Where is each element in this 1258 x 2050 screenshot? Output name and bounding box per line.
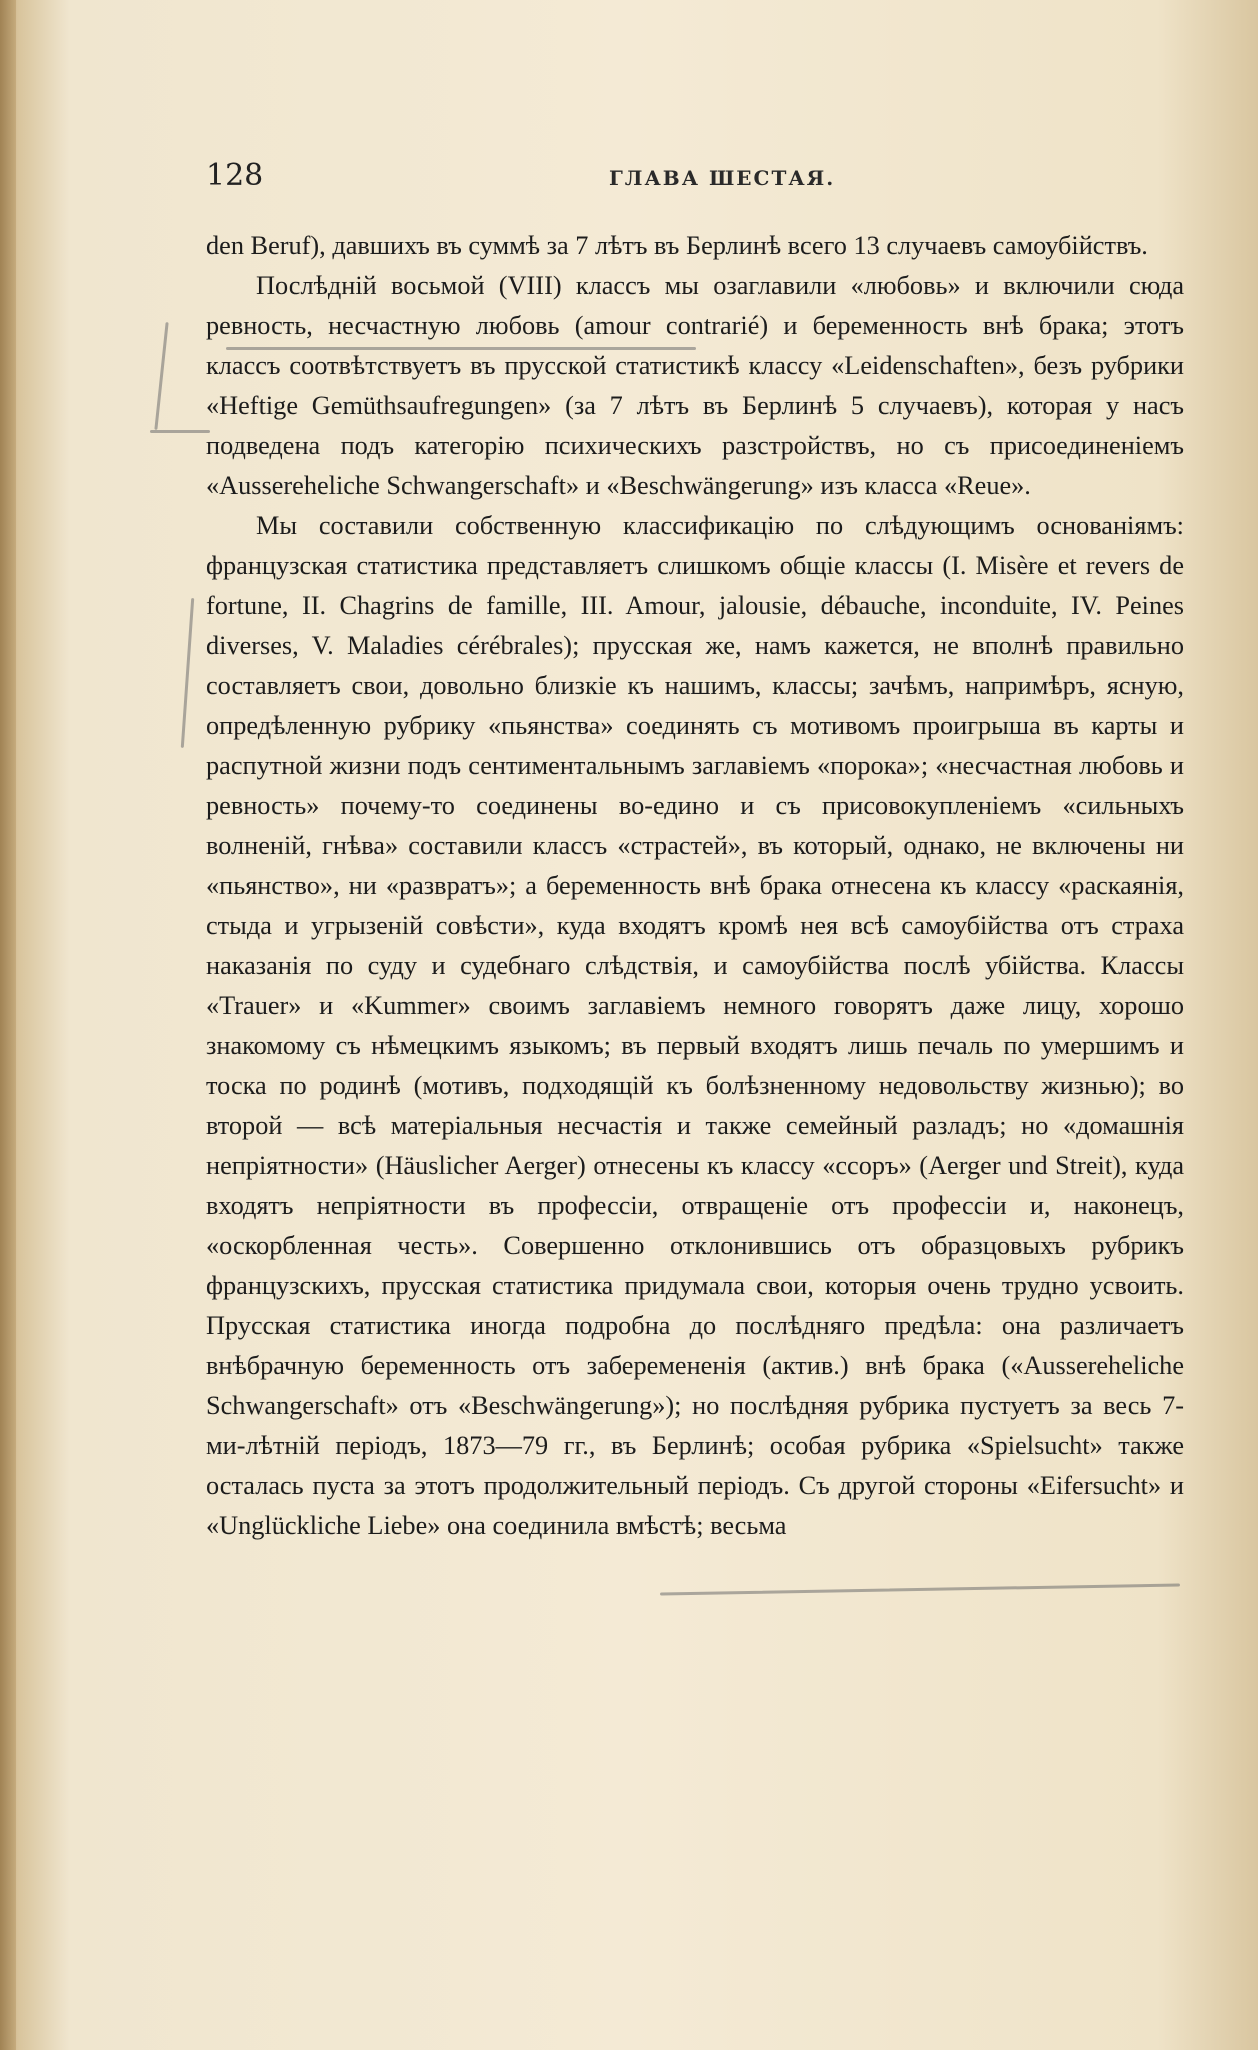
- body-text: [206, 226, 1184, 1546]
- running-head: ГЛАВА ШЕСТАЯ.: [609, 166, 836, 190]
- pencil-mark-underline-bottom: [660, 1583, 1180, 1595]
- paragraph: Мы составили собственную классификацію по слѣдующимъ основаніямъ: французская статистика представляетъ слишкомъ общіе классы (I. Misère et revers de fortune, II. Chagrins de famille, III. Amour, jalousie, débauche, inconduite, IV. Peines diverses, V. Maladies cérébrales); прусская же, намъ кажется, не вполнѣ правильно составляетъ свои, довольно близкіе къ нашимъ, классы; зачѣмъ, напримѣръ, ясную, опредѣленную рубрику «пьянства» соединять съ мотивомъ проигрыша въ карты и распутной жизни подъ сентиментальнымъ заглавіемъ «порока»; «несчастная любовь и ревность» почему-то соединены во-едино и съ присовокупленіемъ «сильныхъ волненій, гнѣва» составили классъ «страстей», въ который, однако, не включены ни «пьянство», ни «развратъ»; а беременность внѣ брака отнесена къ классу «раскаянія, стыда и угрызеній совѣсти», куда входятъ кромѣ нея всѣ самоубійства отъ страха наказанія по суду и судебнаго слѣдствія, и самоубійства послѣ убійства. Классы «Trauer» и «Kummer» своимъ заглавіемъ немного говорятъ даже лицу, хорошо знакомому съ нѣмецкимъ языкомъ; въ первый входятъ лишь печаль по умершимъ и тоска по родинѣ (мотивъ, подходящій къ болѣзненному недовольству жизнью); во второй — всѣ матеріальныя несчастія и также семейный разладъ; но «домашнія непріятности» (Häuslicher Aerger) отнесены къ классу «ссоръ» (Aerger und Streit), куда входятъ непріятности въ профессіи, отвращеніе отъ профессіи и, наконецъ, «оскорбленная честь». Совершенно отклонившись отъ образцовыхъ рубрикъ французскихъ, прусская статистика придумала свои, которыя очень трудно усвоить. Прусская статистика иногда подробна до послѣдняго предѣла: она различаетъ внѣбрачную беременность отъ заберемененія (актив.) внѣ брака («Aussereheliche Schwangerschaft» отъ «Beschwängerung»); но послѣдняя рубрика пустуетъ за весь 7-ми-лѣтній періодъ, 1873—79 гг., въ Берлинѣ; особая рубрика «Spielsucht» также осталась пуста за этотъ продолжительный періодъ. Съ другой стороны «Eifersucht» и «Unglückliche Liebe» она соединила вмѣстѣ; весьма: [206, 511, 1184, 1540]
- pencil-mark-bracket-foot: [150, 430, 210, 433]
- pencil-mark-side-tick: [181, 598, 194, 748]
- paragraph: den Beruf), давшихъ въ суммѣ за 7 лѣтъ въ Берлинѣ всего 13 случаевъ самоубійствъ.: [206, 231, 1148, 260]
- paragraph: Послѣдній восьмой (VIII) классъ мы озаглавили «любовь» и включили сюда ревность, несчастную любовь (amour contrarié) и беременность внѣ брака; этотъ классъ соотвѣтствуетъ въ прусской статистикѣ классу «Leidenschaften», безъ рубрики «Heftige Gemüthsaufregungen» (за 7 лѣтъ въ Берлинѣ 5 случаевъ), которая у насъ подведена подъ категорію психическихъ разстройствъ, но съ присоединеніемъ «Aussereheliche Schwangerschaft» и «Beschwängerung» изъ класса «Reue».: [206, 271, 1184, 500]
- pencil-mark-left-bracket: [154, 322, 168, 430]
- page-header: [206, 158, 1206, 198]
- page-number: 128: [206, 158, 264, 193]
